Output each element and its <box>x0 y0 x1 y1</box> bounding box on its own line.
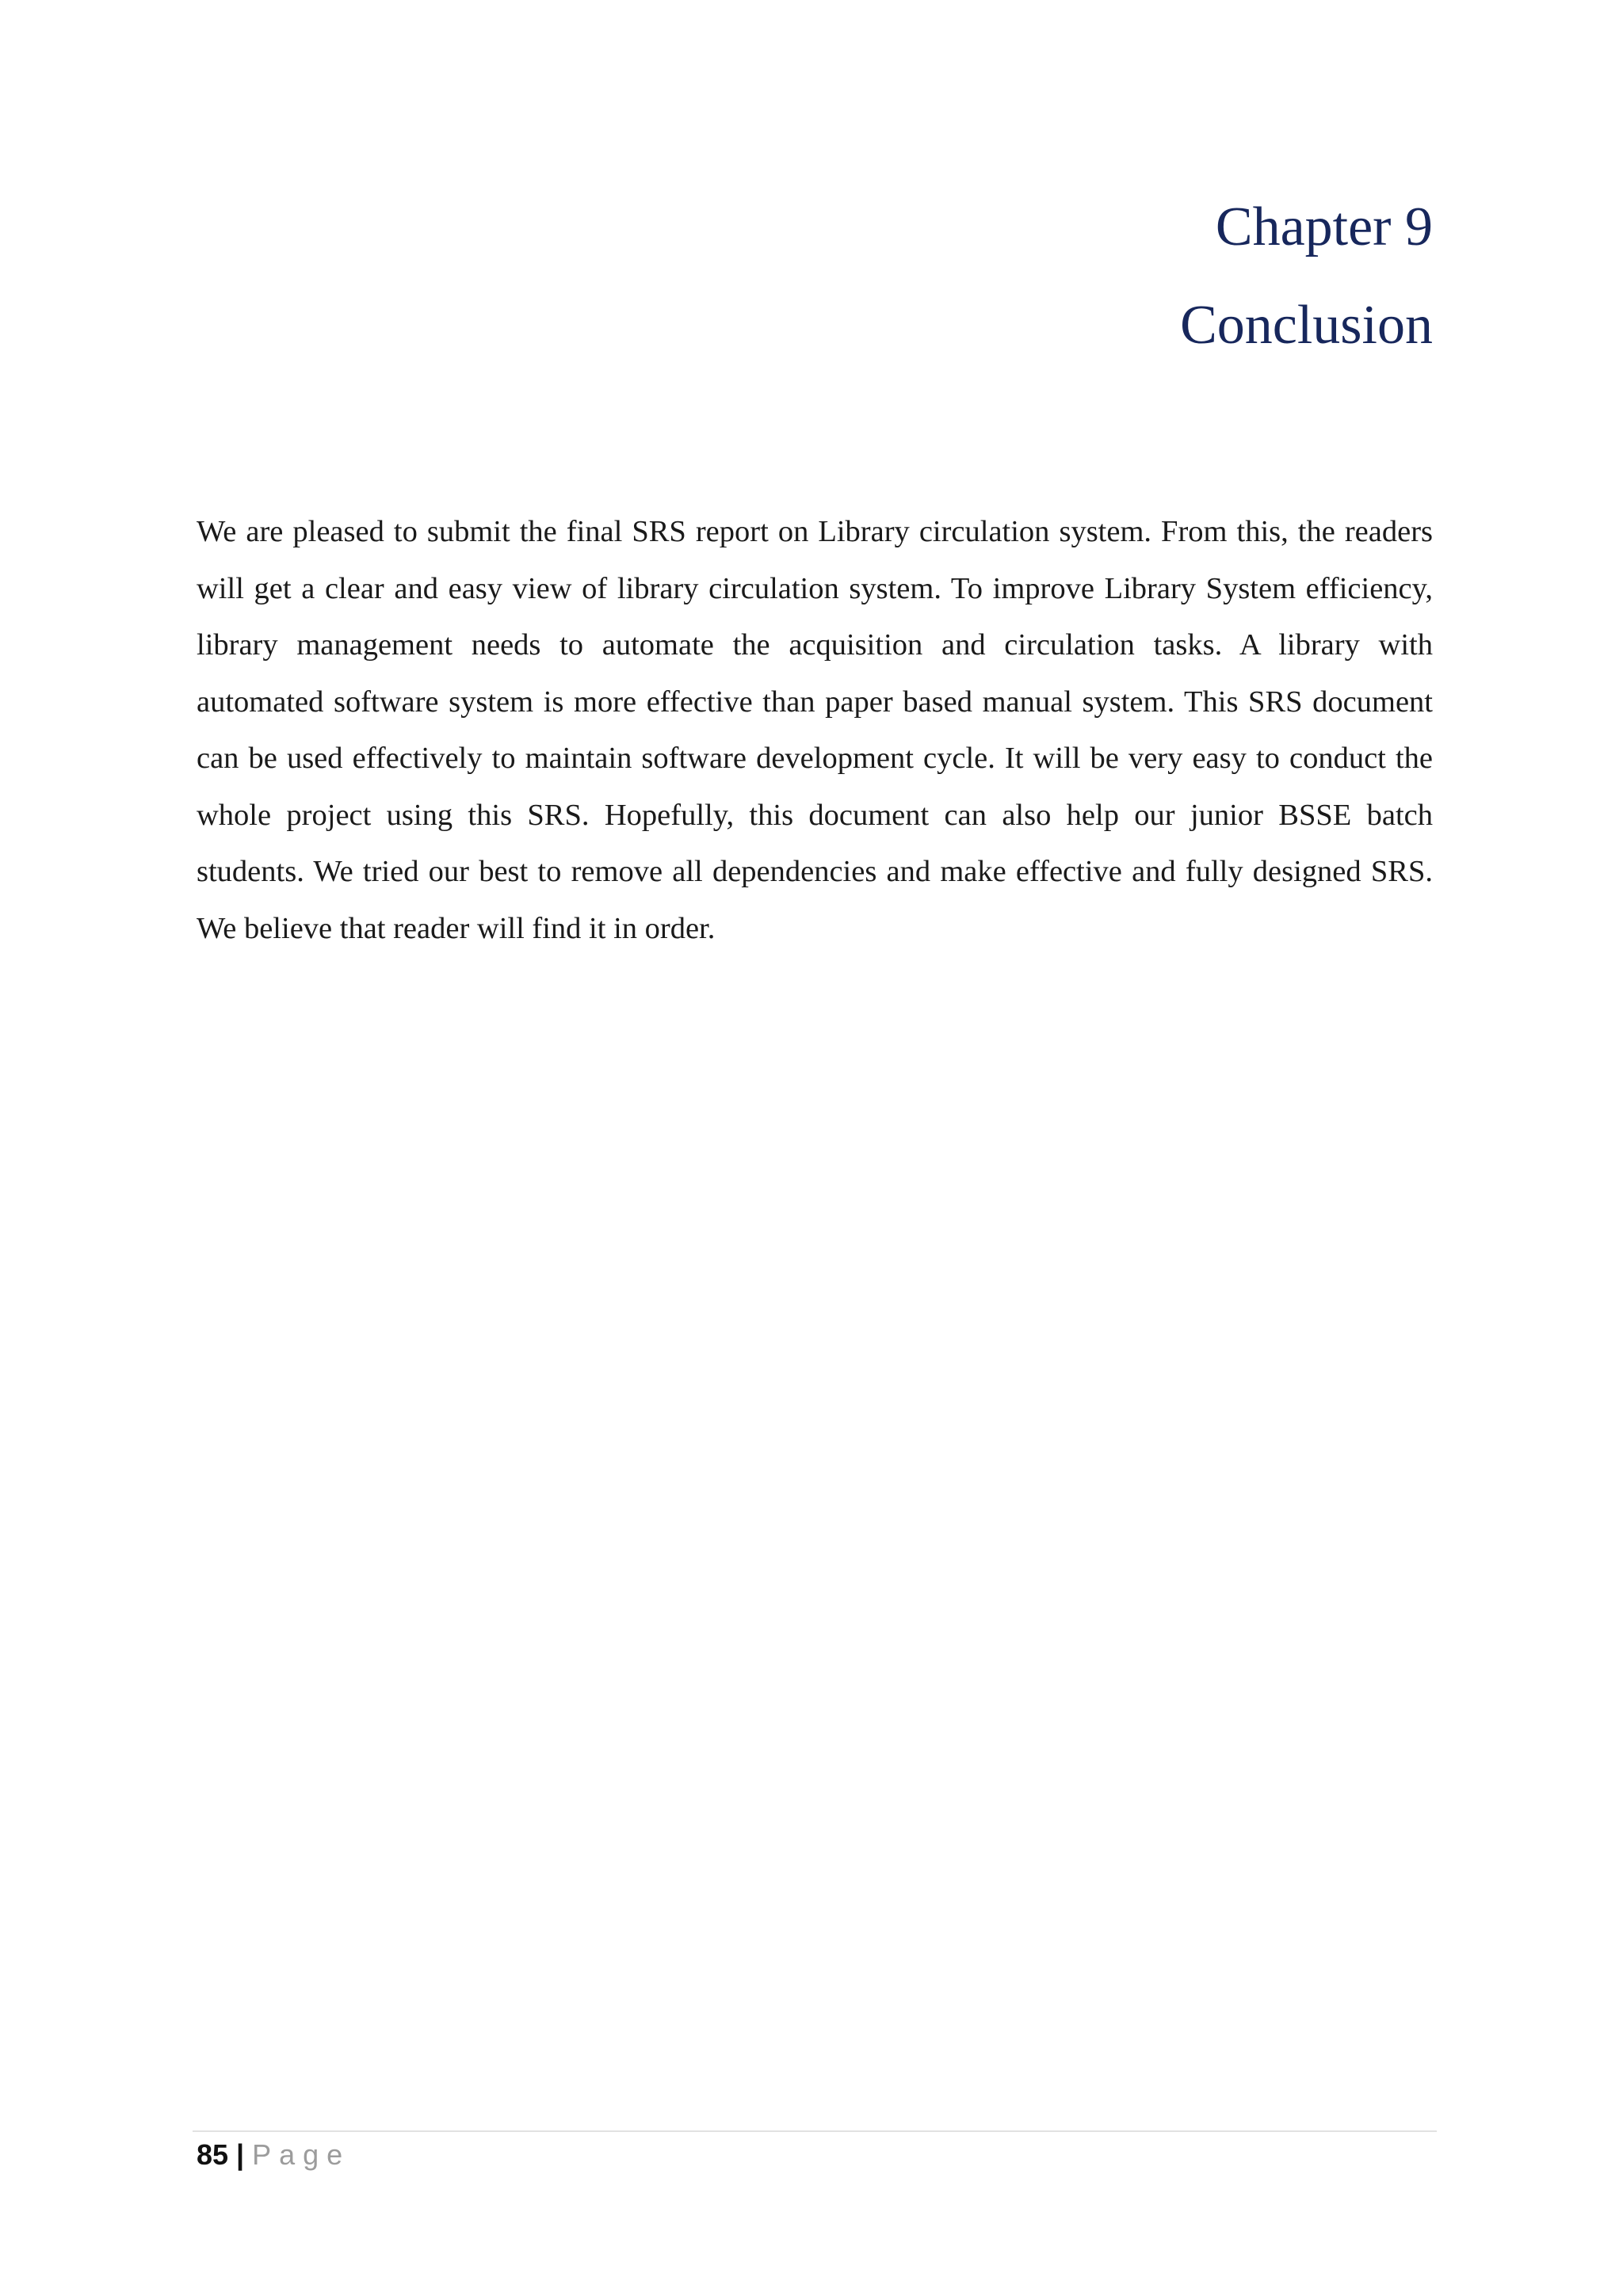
page-number: 85 <box>197 2138 229 2171</box>
footer-divider <box>193 2130 1437 2132</box>
chapter-number-heading: Chapter 9 <box>1215 196 1433 257</box>
page-footer <box>197 2137 350 2173</box>
conclusion-paragraph: We are pleased to submit the final SRS report on Library circulation system. From this, the readers will get a clear and easy view of library circulation system. To improve Library System efficiency, library management needs to automate the acquisition and circulation tasks. A library with automated software system is more effective than paper based manual system. This SRS document can be used effectively to maintain software development cycle. It will be very easy to conduct the whole project using this SRS. Hopefully, this document can also help our junior BSSE batch students. We tried our best to remove all dependencies and make effective and fully designed SRS. We believe that reader will find it in order. <box>197 515 1433 945</box>
page-label: Page <box>252 2138 351 2171</box>
chapter-title-heading: Conclusion <box>1180 295 1433 356</box>
footer-separator: | <box>236 2138 245 2171</box>
